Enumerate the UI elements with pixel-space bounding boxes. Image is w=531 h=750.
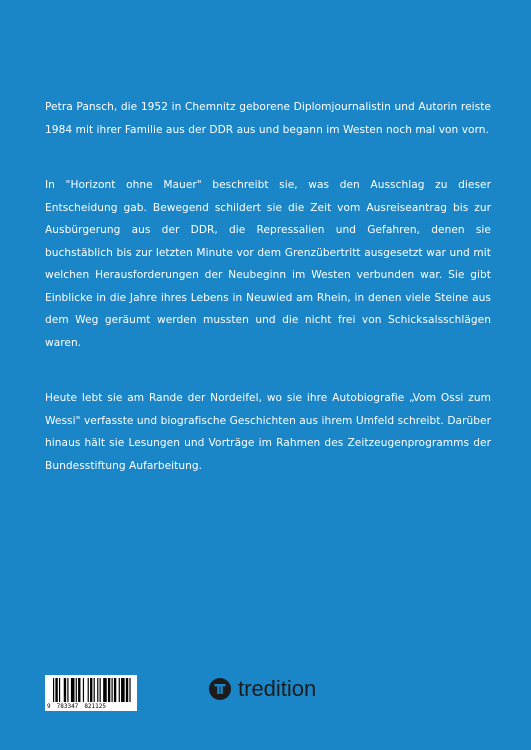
barcode-digit-prefix: 9 [47,703,51,710]
tredition-logo-icon [209,678,231,700]
back-cover-blurb [45,96,491,510]
barcode-digits [47,703,135,710]
barcode-digit-group-2: 821125 [84,703,106,710]
publisher-logo [209,677,316,701]
barcode-digit-group-1: 783347 [56,703,79,710]
blurb-paragraph-1: Petra Pansch, die 1952 in Chemnitz geborene Diplomjournalistin und Autorin reiste 1984 mit ihrer Familie aus der DDR aus und begann im Westen noch mal von vorn. [45,101,491,136]
isbn-barcode [45,675,137,711]
publisher-name: tredition [238,676,317,701]
barcode-bars [53,678,133,702]
blurb-paragraph-3: Heute lebt sie am Rande der Nordeifel, wo sie ihre Autobiografie „Vom Ossi zum Wessi" verfasste und biografische Geschichten aus ihrem Umfeld schreibt. Darüber hinaus hält sie Lesungen und Vorträge im Rahmen des Zeitzeugenprogramms der Bundesstiftung Aufarbeitung. [45,392,491,472]
blurb-paragraph-2: In "Horizont ohne Mauer" beschreibt sie, was den Ausschlag zu dieser Entscheidung gab. Bewegend schildert sie die Zeit vom Ausreiseantrag bis zur Ausbürgerung aus der DDR, die Repressalien und Gefahren, denen sie buchstäblich bis zur letzten Minute vor dem Grenzübertritt ausgesetzt war und mit welchen Herausforderungen der Neubeginn im Westen verbunden war. Sie gibt Einblicke in die Jahre ihres Lebens in Neuwied am Rhein, in denen viele Steine aus dem Weg geräumt werden mussten und die nicht frei von Schicksalsschlägen waren. [45,179,491,349]
